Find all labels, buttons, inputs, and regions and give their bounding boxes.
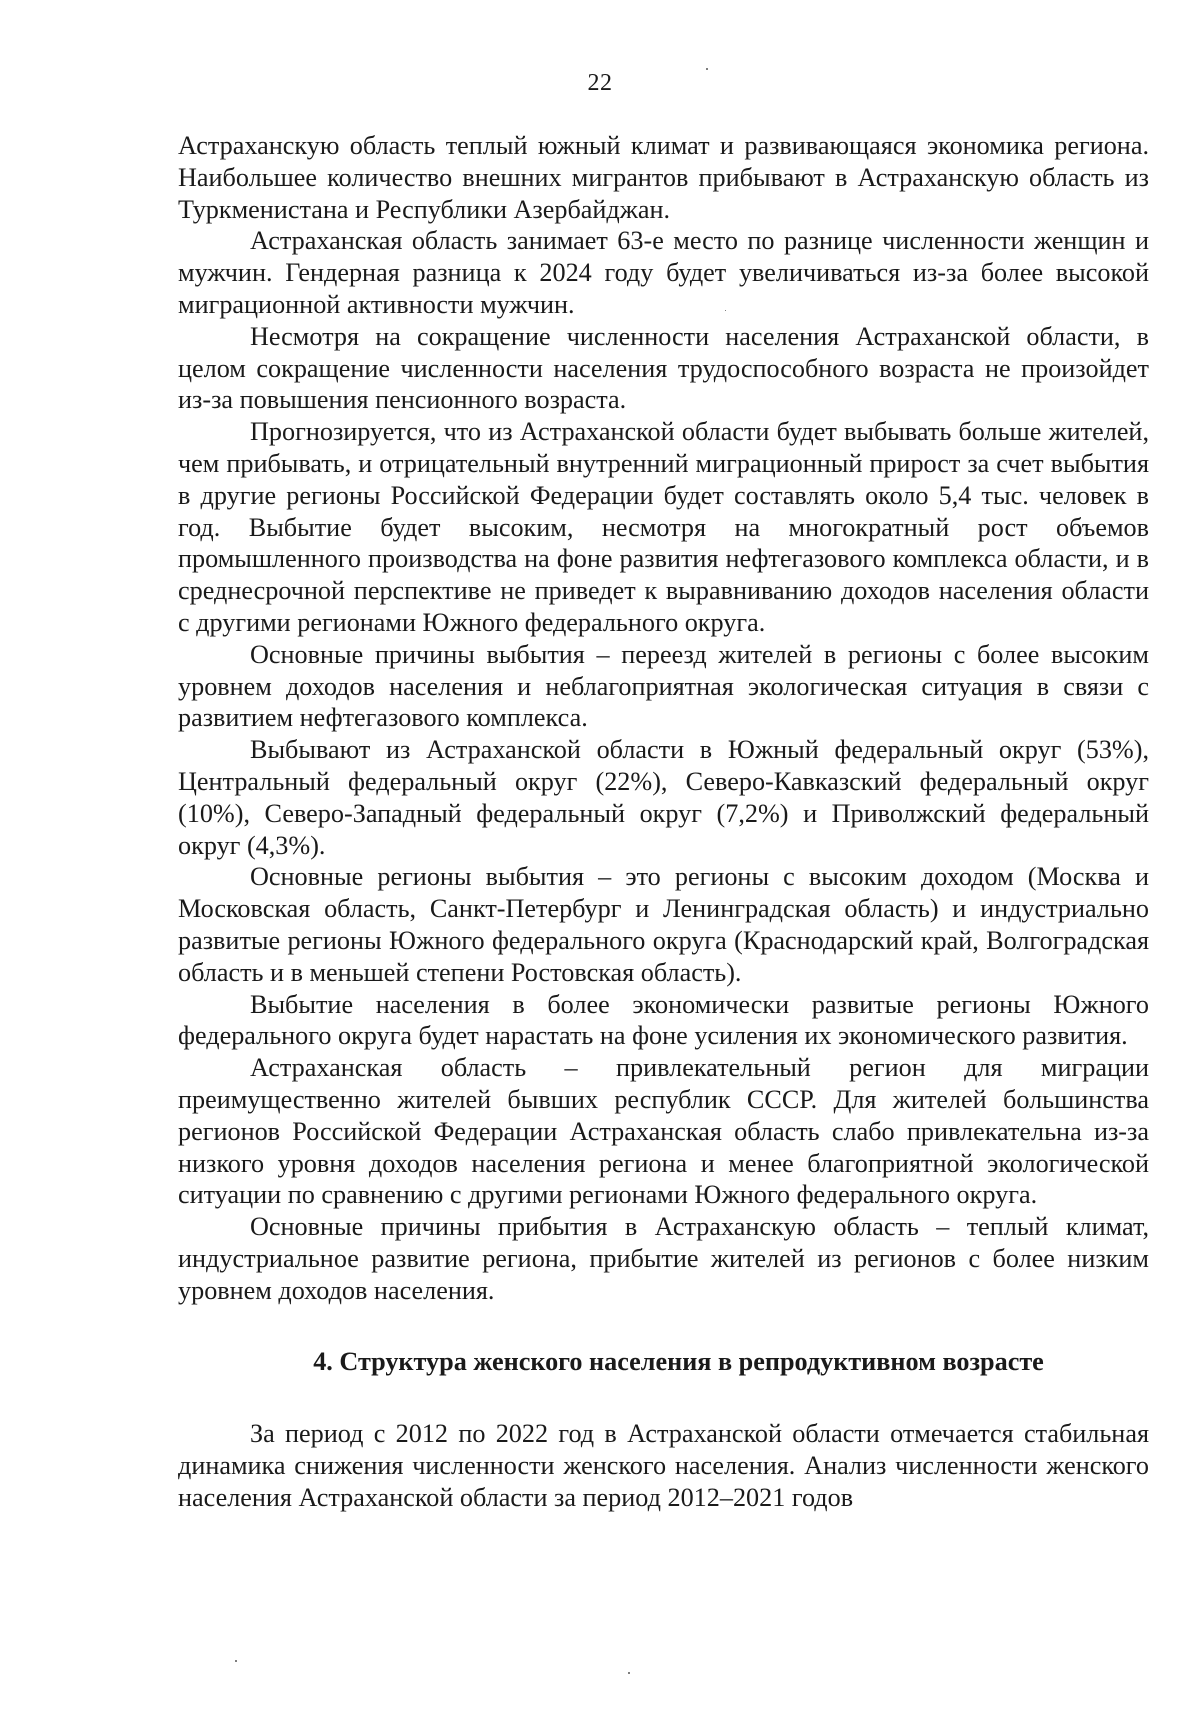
section-heading: 4. Структура женского населения в репродуктивном возрасте	[313, 1347, 1044, 1377]
scan-speck	[628, 1672, 630, 1674]
paragraph: Астраханская область занимает 63-е место по разнице численности женщин и мужчин. Гендерная разница к 2024 году будет увеличиваться из-за более высокой миграционной активности мужчин.	[178, 226, 1149, 319]
page-number: 22	[587, 70, 613, 96]
paragraph: За период с 2012 по 2022 год в Астраханской области отмечается стабильная динамика снижения численности женского населения. Анализ численности женского населения Астраханской области за период 2012–2021 годов	[178, 1419, 1149, 1512]
paragraph: Основные регионы выбытия – это регионы с высоким доходом (Москва и Московская область, Санкт-Петербург и Ленинградская область) и индустриально развитые регионы Южного федерального округа (Краснодарский край, Волгоградская область и в меньшей степени Ростовская область).	[178, 862, 1149, 987]
scan-speck	[725, 310, 726, 311]
paragraph: Основные причины прибытия в Астраханскую область – теплый климат, индустриальное развитие региона, прибытие жителей из регионов с более низким уровнем доходов населения.	[178, 1212, 1149, 1305]
page-body	[178, 130, 1149, 1514]
paragraph: Несмотря на сокращение численности населения Астраханской области, в целом сокращение численности населения трудоспособного возраста не произойдет из-за повышения пенсионного возраста.	[178, 321, 1149, 415]
paragraph: Астраханская область – привлекательный регион для миграции преимущественно жителей бывших республик СССР. Для жителей большинства регионов Российской Федерации Астраханская область слабо привлекательна из-за низкого уровня доходов населения региона и менее благоприятной экологической ситуации по сравнению с другими регионами Южного федерального округа.	[178, 1053, 1149, 1210]
scan-speck	[706, 68, 708, 70]
paragraph: Прогнозируется, что из Астраханской области будет выбывать больше жителей, чем прибывать, и отрицательный внутренний миграционный прирост за счет выбытия в другие регионы Российской Федерации будет составлять около 5,4 тыс. человек в год. Выбытие будет высоким, несмотря на многократный рост объемов промышленного производства на фоне развития нефтегазового комплекса области, и в среднесрочной перспективе не приведет к выравниванию доходов населения области с другими регионами Южного федерального округа.	[178, 417, 1149, 637]
paragraph: Выбывают из Астраханской области в Южный федеральный округ (53%), Центральный федеральный округ (22%), Северо-Кавказский федеральный округ (10%), Северо-Западный федеральный округ (7,2%) и Приволжский федеральный округ (4,3%).	[178, 735, 1149, 860]
scan-speck	[235, 1660, 237, 1662]
paragraph: Основные причины выбытия – переезд жителей в регионы с более высоким уровнем доходов населения и неблагоприятная экологическая ситуация в связи с развитием нефтегазового комплекса.	[178, 639, 1149, 733]
paragraph-continued: Астраханскую область теплый южный климат и развивающаяся экономика региона. Наибольшее количество внешних мигрантов прибывают в Астраханскую область из Туркменистана и Республики Азербайджан.	[178, 131, 1149, 224]
paragraph: Выбытие населения в более экономически развитые регионы Южного федерального округа будет нарастать на фоне усиления их экономического развития.	[178, 989, 1149, 1051]
